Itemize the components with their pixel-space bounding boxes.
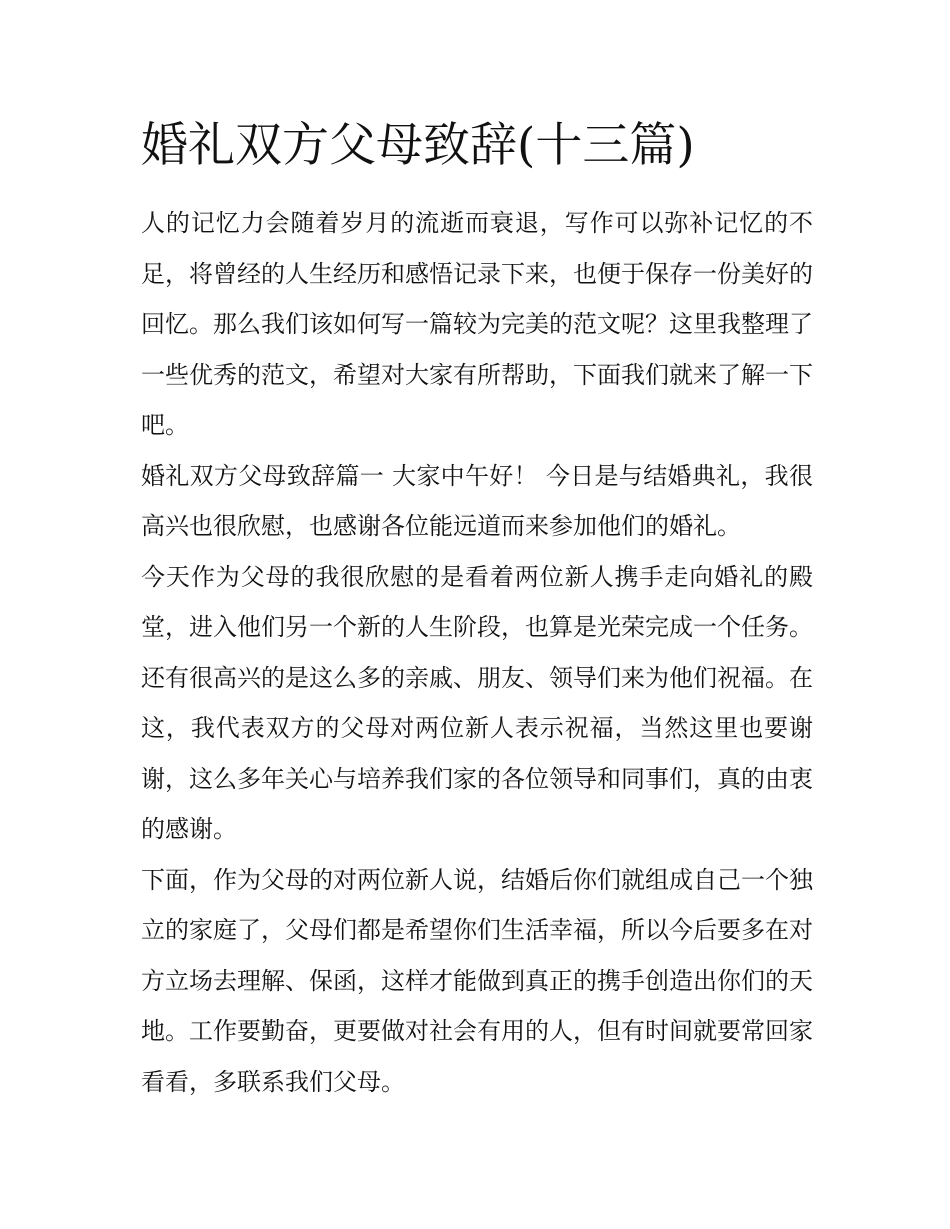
paragraph-3: 下面，作为父母的对两位新人说，结婚后你们就组成自己一个独立的家庭了，父母们都是希望你们生活幸福，所以今后要多在对方立场去理解、保函，这样才能做到真正的携手创造出你们的天地。工作要勤奋，更要做对社会有用的人，但有时间就要常回家看看，多联系我们父母。 bbox=[141, 865, 813, 1096]
paragraph-2: 今天作为父母的我很欣慰的是看着两位新人携手走向婚礼的殿堂，进入他们另一个新的人生阶段，也算是光荣完成一个任务。还有很高兴的是这么多的亲戚、朋友、领导们来为他们祝福。在这，我代表双方的父母对两位新人表示祝福，当然这里也要谢谢，这么多年关心与培养我们家的各位领导和同事们，真的由衷的感谢。 bbox=[141, 562, 813, 843]
paragraph-intro: 人的记忆力会随着岁月的流逝而衰退，写作可以弥补记忆的不足，将曾经的人生经历和感悟记录下来，也便于保存一份美好的回忆。那么我们该如何写一篇较为完美的范文呢？这里我整理了一些优秀的范文，希望对大家有所帮助，下面我们就来了解一下吧。 bbox=[141, 209, 813, 439]
document-title: 婚礼双方父母致辞(十三篇) bbox=[141, 118, 695, 173]
document-body bbox=[141, 112, 813, 1107]
paragraph-1: 婚礼双方父母致辞篇一 大家中午好！ 今日是与结婚典礼，我很高兴也很欣慰，也感谢各位能远道而来参加他们的婚礼。 bbox=[141, 461, 813, 540]
